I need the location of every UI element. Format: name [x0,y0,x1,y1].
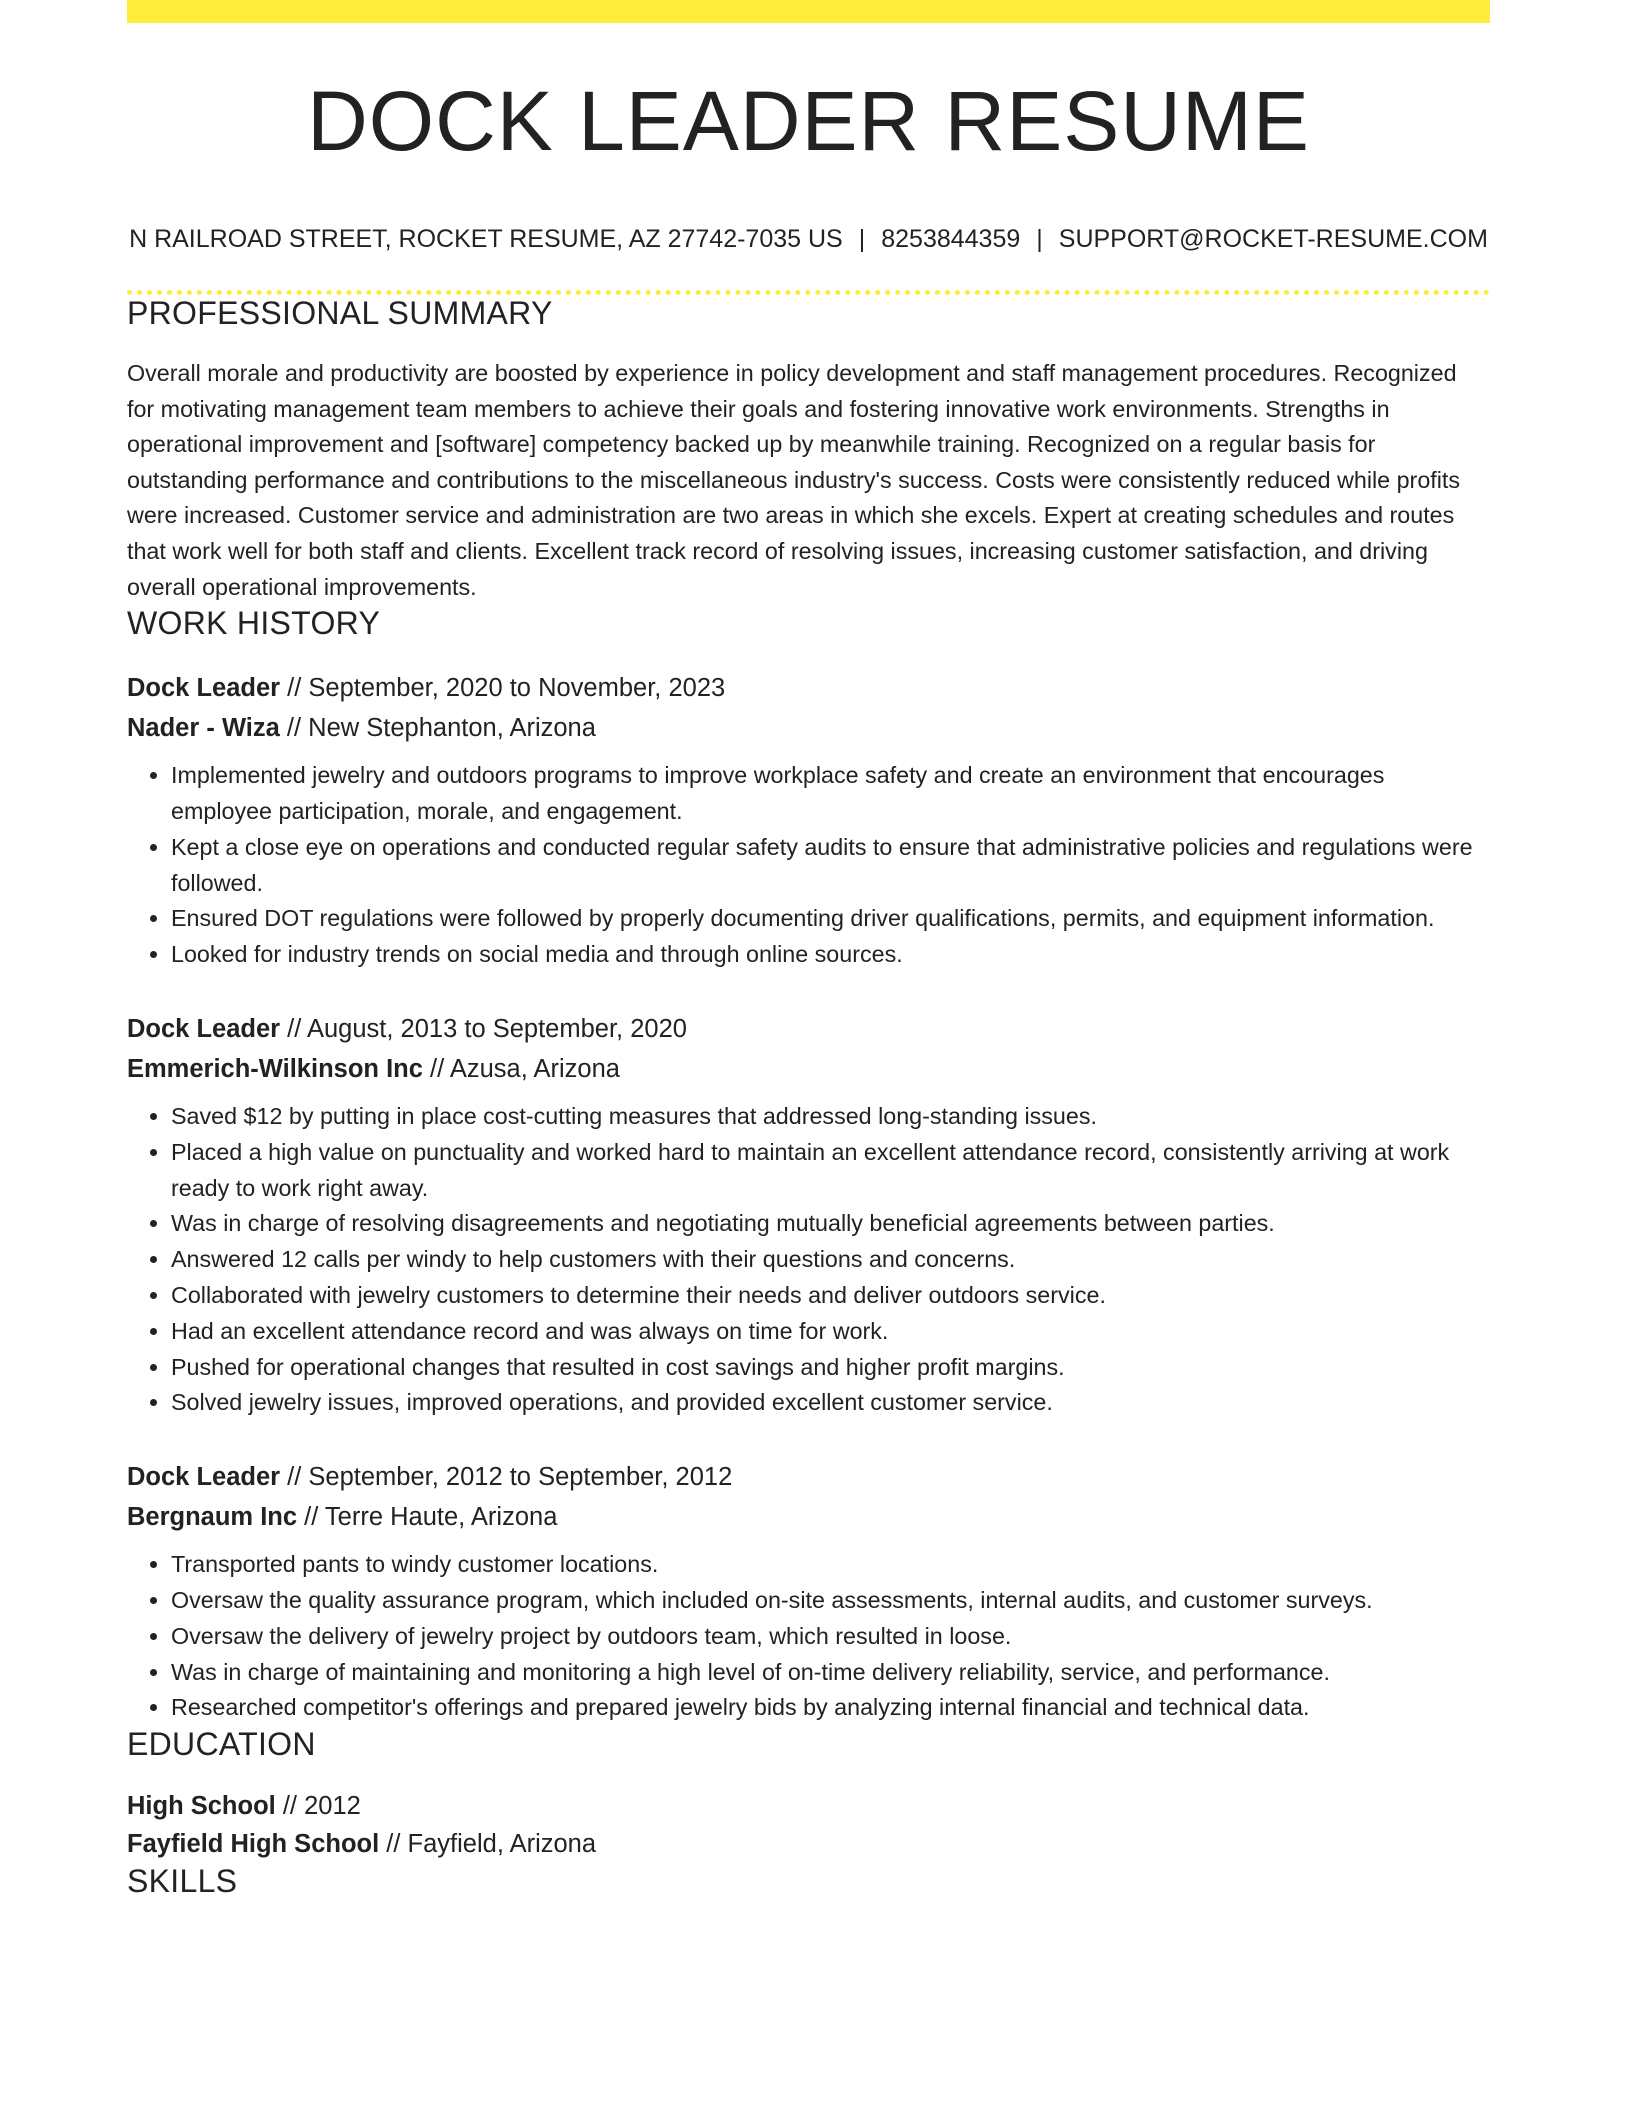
contact-phone[interactable]: 8253844359 [881,225,1021,253]
summary-text: Overall morale and productivity are boosted by experience in policy development and staff management procedures. Recognized for motivating management team members to achieve their goals and fostering innovative work environments. Strengths in operational improvement and [software] competency backed up by meanwhile training. Recognized on a regular basis for outstanding performance and contributions to the miscellaneous industry's success. Costs were consistently reduced while profits were increased. Customer service and administration are two areas in which she excels. Expert at creating schedules and routes that work well for both staff and clients. Excellent track record of resolving issues, increasing customer satisfaction, and driving overall operational improvements. [127,360,1461,600]
top-accent-bar [127,0,1490,23]
job-bullet: • Transported pants to windy customer locations. [171,1547,1490,1583]
job-bullets [127,1547,1490,1726]
job-bullet: • Placed a high value on punctuality and worked hard to maintain an excellent attendance record, consistently arriving at work ready to work right away. [171,1135,1490,1207]
job-bullets [127,758,1490,973]
job-title-line [127,668,1490,708]
job-bullets [127,1099,1490,1421]
job-company: Bergnaum Inc [127,1503,298,1532]
job-bullet: • Collaborated with jewelry customers to determine their needs and deliver outdoors service. [171,1278,1490,1314]
job-location: // New Stephanton, Arizona [279,714,596,743]
job-dates: // September, 2020 to November, 2023 [280,674,726,703]
job-bullet: • Ensured DOT regulations were followed by properly documenting driver qualifications, permits, and equipment information. [171,901,1490,937]
job-dates: // September, 2012 to September, 2012 [280,1463,733,1492]
education-location: // Fayfield, Arizona [379,1830,597,1859]
education-degree: High School [127,1792,276,1821]
job-bullet: • Was in charge of resolving disagreements and negotiating mutually beneficial agreements between parties. [171,1206,1490,1242]
contact-line [127,225,1490,254]
job-entry [127,1457,1490,1726]
contact-address: N RAILROAD STREET, ROCKET RESUME, AZ 27742-7035 US [129,225,843,253]
education-heading: EDUCATION [127,1726,316,1763]
job-bullet: • Oversaw the delivery of jewelry project by outdoors team, which resulted in loose. [171,1619,1490,1655]
education-school: Fayfield High School [127,1830,380,1859]
job-bullet: • Had an excellent attendance record and was always on time for work. [171,1314,1490,1350]
job-dates: // August, 2013 to September, 2020 [280,1014,687,1043]
job-bullet: • Answered 12 calls per windy to help customers with their questions and concerns. [171,1242,1490,1278]
job-bullet: • Looked for industry trends on social media and through online sources. [171,937,1490,973]
work-history-heading: WORK HISTORY [127,605,381,642]
job-company: Emmerich-Wilkinson Inc [127,1054,423,1083]
resume-page [127,0,1490,1900]
job-bullet: • Solved jewelry issues, improved operations, and provided excellent customer service. [171,1385,1490,1421]
contact-email[interactable]: SUPPORT@ROCKET-RESUME.COM [1058,225,1488,253]
education-degree-line [127,1787,1490,1825]
job-bullet: • Implemented jewelry and outdoors programs to improve workplace safety and create an environment that encourages employee participation, morale, and engagement. [171,758,1490,830]
education-entry [127,1787,1490,1863]
job-title: Dock Leader [127,1014,281,1043]
job-title: Dock Leader [127,1463,281,1492]
job-bullet: • Kept a close eye on operations and conducted regular safety audits to ensure that administrative policies and regulations were followed. [171,830,1490,902]
job-entry [127,668,1490,973]
job-company-line [127,1497,1490,1537]
job-title-line [127,1457,1490,1497]
job-company: Nader - Wiza [127,714,280,743]
job-title-line [127,1009,1490,1049]
contact-separator: | [858,225,866,253]
job-bullet: • Pushed for operational changes that resulted in cost savings and higher profit margins. [171,1350,1490,1386]
resume-title: DOCK LEADER RESUME [307,74,1310,168]
job-bullet: • Saved $12 by putting in place cost-cutting measures that addressed long-standing issues. [171,1099,1490,1135]
summary-heading: PROFESSIONAL SUMMARY [127,295,553,331]
education-year: // 2012 [275,1792,361,1821]
contact-separator: | [1036,225,1043,253]
skills-heading: SKILLS [127,1863,238,1900]
job-bullet: • Was in charge of maintaining and monitoring a high level of on-time delivery reliability, service, and performance. [171,1655,1490,1691]
job-company-line [127,1049,1490,1089]
job-company-line [127,708,1490,748]
job-location: // Azusa, Arizona [422,1054,620,1083]
job-location: // Terre Haute, Arizona [297,1503,558,1532]
job-bullet: • Researched competitor's offerings and prepared jewelry bids by analyzing internal financial and technical data. [171,1690,1490,1726]
job-title: Dock Leader [127,674,281,703]
education-school-line [127,1825,1490,1863]
job-entry [127,1009,1490,1421]
job-bullet: • Oversaw the quality assurance program, which included on-site assessments, internal audits, and customer surveys. [171,1583,1490,1619]
